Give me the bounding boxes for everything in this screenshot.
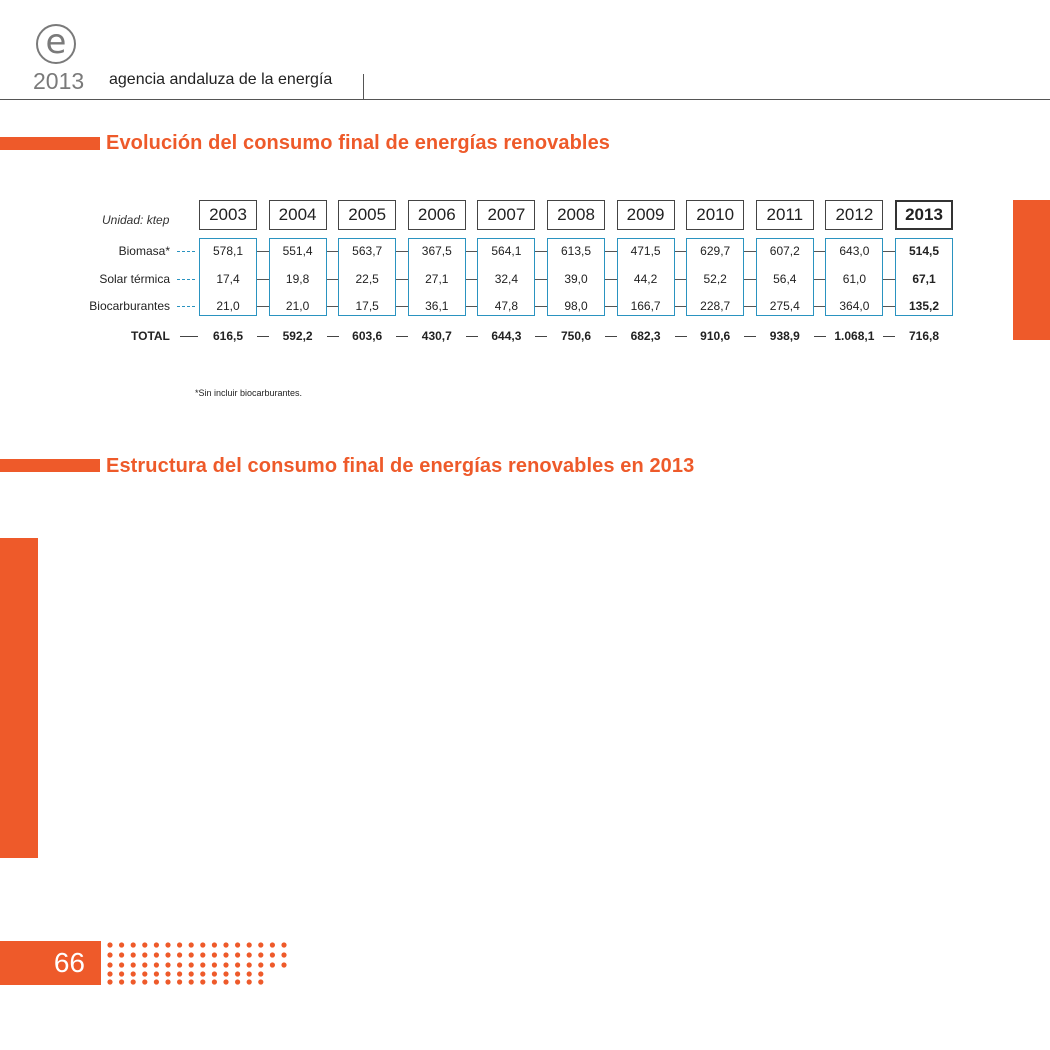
table-cell: 32,4 xyxy=(494,272,519,286)
row-connector xyxy=(327,279,339,280)
total-connector xyxy=(466,336,478,337)
decorative-dot xyxy=(165,952,170,957)
row-connector xyxy=(535,279,547,280)
year-header: 2004 xyxy=(269,200,327,230)
row-connector xyxy=(327,251,339,252)
year-header: 2010 xyxy=(686,200,744,230)
decorative-dot xyxy=(119,952,124,957)
decorative-dot xyxy=(223,942,228,947)
decorative-dot xyxy=(212,962,217,967)
section-title: Estructura del consumo final de energías renovables en 2013 xyxy=(106,455,695,477)
decorative-dot xyxy=(154,979,159,984)
decorative-dot xyxy=(189,971,194,976)
table-cell: 98,0 xyxy=(564,299,588,313)
row-connector xyxy=(257,306,269,307)
table-cell: 578,1 xyxy=(212,244,244,258)
table-cell: 22,5 xyxy=(355,272,379,286)
decorative-dot xyxy=(281,942,286,947)
total-label: TOTAL xyxy=(131,329,170,343)
decorative-dot xyxy=(200,971,205,976)
decorative-dot xyxy=(258,979,263,984)
decorative-dot xyxy=(165,942,170,947)
total-connector xyxy=(180,336,198,337)
year-header: 2006 xyxy=(408,200,466,230)
decorative-dot xyxy=(142,952,147,957)
table-cell: 228,7 xyxy=(700,299,731,313)
table-cell: 56,4 xyxy=(773,272,797,286)
table-cell: 563,7 xyxy=(352,244,383,258)
decorative-dot xyxy=(142,942,147,947)
section-title: Evolución del consumo final de energías renovables xyxy=(106,132,611,154)
decorative-dot xyxy=(107,952,112,957)
decorative-dot xyxy=(177,979,182,984)
decorative-dot xyxy=(258,942,263,947)
decorative-dot xyxy=(119,979,124,984)
logo-year: 2013 xyxy=(33,68,85,94)
decorative-dot xyxy=(258,952,263,957)
decorative-dot xyxy=(142,979,147,984)
decorative-dot xyxy=(154,942,159,947)
row-connector xyxy=(744,251,756,252)
table-cell: 21,0 xyxy=(216,299,240,313)
table-cell: 607,2 xyxy=(769,244,800,258)
decorative-dot xyxy=(119,942,124,947)
row-connector xyxy=(605,251,617,252)
table-cell: 275,4 xyxy=(769,299,800,313)
section-bar xyxy=(0,459,100,472)
row-connector xyxy=(466,279,478,280)
table-cell: 471,5 xyxy=(630,244,661,258)
row-dash xyxy=(177,279,195,280)
decorative-dot xyxy=(258,962,263,967)
total-connector xyxy=(883,336,895,337)
footnote: *Sin incluir biocarburantes. xyxy=(195,388,303,398)
row-connector xyxy=(396,306,408,307)
page-number-text: 66 xyxy=(53,947,85,978)
decorative-dot xyxy=(107,942,112,947)
decorative-dot xyxy=(223,962,228,967)
total-connector xyxy=(605,336,617,337)
table-cell: 52,2 xyxy=(703,272,727,286)
table-cell: 166,7 xyxy=(630,299,661,313)
year-header: 2007 xyxy=(477,200,535,230)
total-connector xyxy=(675,336,687,337)
decorative-dot xyxy=(247,962,252,967)
decorative-dot xyxy=(200,962,205,967)
row-connector xyxy=(883,251,895,252)
row-connector xyxy=(814,251,826,252)
row-label: Biomasa* xyxy=(118,244,170,258)
table-cell: 39,0 xyxy=(564,272,588,286)
decorative-dot xyxy=(200,979,205,984)
table-unit: Unidad: ktep xyxy=(102,213,170,227)
year-header: 2009 xyxy=(617,200,675,230)
table-cell: 514,5 xyxy=(908,244,940,258)
decorative-dot xyxy=(281,952,286,957)
decorative-dot xyxy=(131,952,136,957)
table-cell: 44,2 xyxy=(633,272,658,286)
table-cell: 564,1 xyxy=(491,244,522,258)
decorative-dot xyxy=(258,971,263,976)
row-connector xyxy=(466,251,478,252)
row-connector xyxy=(675,306,687,307)
logo-letter: e xyxy=(45,21,67,62)
total-value: 716,8 xyxy=(908,329,940,343)
decorative-dot xyxy=(247,971,252,976)
decorative-dot xyxy=(107,979,112,984)
row-label: Solar térmica xyxy=(99,272,170,286)
decorative-dot xyxy=(235,971,240,976)
row-connector xyxy=(744,306,756,307)
decorative-dot xyxy=(165,971,170,976)
decorative-dot xyxy=(247,952,252,957)
table-cell: 551,4 xyxy=(282,244,313,258)
decorative-dot xyxy=(119,962,124,967)
side-tab-left xyxy=(0,538,38,858)
logo-e-icon xyxy=(36,21,76,64)
decorative-dot xyxy=(142,971,147,976)
year-header: 2003 xyxy=(199,200,257,230)
decorative-dot xyxy=(200,942,205,947)
row-connector xyxy=(535,306,547,307)
decorative-dot xyxy=(247,979,252,984)
decorative-dot xyxy=(200,952,205,957)
year-header: 2005 xyxy=(338,200,396,230)
row-connector xyxy=(605,306,617,307)
decorative-dot xyxy=(177,952,182,957)
table-cell: 47,8 xyxy=(494,299,519,313)
total-value: 682,3 xyxy=(630,329,661,343)
decorative-dot xyxy=(235,979,240,984)
row-connector xyxy=(675,279,687,280)
section-bar xyxy=(0,137,100,150)
table-cell: 61,0 xyxy=(842,272,867,286)
row-connector xyxy=(257,279,269,280)
decorative-dot xyxy=(270,942,275,947)
row-connector xyxy=(396,251,408,252)
row-connector xyxy=(327,306,339,307)
table-cell: 364,0 xyxy=(839,299,870,313)
total-value: 592,2 xyxy=(282,329,313,343)
decorative-dot xyxy=(223,971,228,976)
total-connector xyxy=(814,336,826,337)
table-cell: 67,1 xyxy=(912,272,936,286)
decorative-dot xyxy=(189,979,194,984)
decorative-dot xyxy=(270,952,275,957)
decorative-dot xyxy=(212,979,217,984)
row-connector xyxy=(535,251,547,252)
decorative-dot xyxy=(270,962,275,967)
decorative-dot xyxy=(281,962,286,967)
decorative-dot xyxy=(131,962,136,967)
decorative-dot xyxy=(177,942,182,947)
decorative-dot xyxy=(154,952,159,957)
total-value: 1.068,1 xyxy=(834,329,875,343)
decorative-dot xyxy=(189,942,194,947)
row-connector xyxy=(396,279,408,280)
agency-name: agencia andaluza de la energía xyxy=(109,71,333,88)
row-connector xyxy=(675,251,687,252)
decorative-dot xyxy=(119,971,124,976)
year-header: 2008 xyxy=(547,200,605,230)
decorative-dot xyxy=(177,962,182,967)
decorative-dot xyxy=(223,952,228,957)
row-connector xyxy=(257,251,269,252)
table-cell: 643,0 xyxy=(839,244,870,258)
total-value: 616,5 xyxy=(212,329,244,343)
row-connector xyxy=(814,306,826,307)
decorative-dot xyxy=(235,942,240,947)
decorative-dot xyxy=(235,962,240,967)
year-header: 2013 xyxy=(895,200,953,230)
total-value: 750,6 xyxy=(560,329,592,343)
table-cell: 17,5 xyxy=(355,299,379,313)
row-connector xyxy=(883,279,895,280)
decorative-dot xyxy=(189,952,194,957)
year-header: 2012 xyxy=(825,200,883,230)
table-cell: 135,2 xyxy=(908,299,940,313)
row-label: Biocarburantes xyxy=(89,299,170,313)
decorative-dot xyxy=(177,971,182,976)
table-cell: 629,7 xyxy=(700,244,731,258)
total-value: 603,6 xyxy=(352,329,383,343)
decorative-dot xyxy=(212,971,217,976)
total-connector xyxy=(257,336,269,337)
decorative-dot xyxy=(223,979,228,984)
decorative-dot xyxy=(131,942,136,947)
table-cell: 36,1 xyxy=(425,299,449,313)
header-rule xyxy=(0,99,1050,100)
decorative-dot xyxy=(165,962,170,967)
decorative-dot xyxy=(154,971,159,976)
table-cell: 367,5 xyxy=(421,244,452,258)
decorative-dot xyxy=(154,962,159,967)
decorative-dot xyxy=(107,971,112,976)
total-value: 430,7 xyxy=(421,329,452,343)
row-connector xyxy=(814,279,826,280)
decorative-dots xyxy=(107,941,307,985)
table-cell: 17,4 xyxy=(216,272,240,286)
row-dash xyxy=(177,251,195,252)
table-cell: 613,5 xyxy=(560,244,592,258)
header-divider xyxy=(363,74,364,99)
decorative-dot xyxy=(212,952,217,957)
decorative-dot xyxy=(235,952,240,957)
total-value: 938,9 xyxy=(769,329,800,343)
total-value: 644,3 xyxy=(491,329,522,343)
total-connector xyxy=(396,336,408,337)
decorative-dot xyxy=(212,942,217,947)
total-connector xyxy=(535,336,547,337)
decorative-dot xyxy=(131,979,136,984)
decorative-dot xyxy=(165,979,170,984)
decorative-dot xyxy=(131,971,136,976)
total-connector xyxy=(744,336,756,337)
total-value: 910,6 xyxy=(700,329,731,343)
table-cell: 27,1 xyxy=(425,272,449,286)
decorative-dot xyxy=(247,942,252,947)
page-number xyxy=(0,941,101,985)
row-connector xyxy=(883,306,895,307)
decorative-dot xyxy=(107,962,112,967)
row-connector xyxy=(466,306,478,307)
row-connector xyxy=(605,279,617,280)
row-connector xyxy=(744,279,756,280)
table-cell: 21,0 xyxy=(285,299,310,313)
year-header: 2011 xyxy=(756,200,814,230)
decorative-dot xyxy=(142,962,147,967)
total-connector xyxy=(327,336,339,337)
row-dash xyxy=(177,306,195,307)
side-tab-right xyxy=(1013,200,1050,340)
decorative-dot xyxy=(189,962,194,967)
table-cell: 19,8 xyxy=(285,272,310,286)
